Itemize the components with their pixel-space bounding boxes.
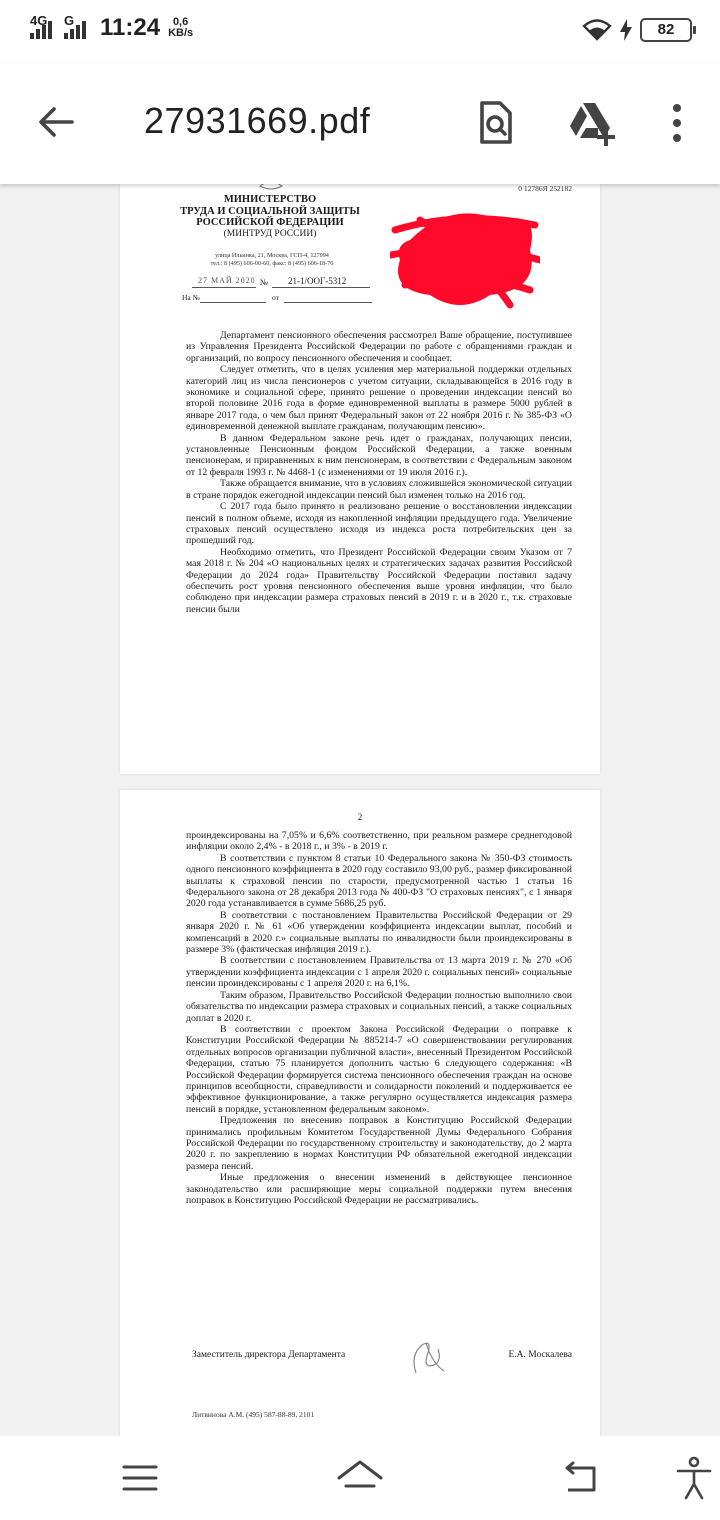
home-icon[interactable] <box>336 1454 384 1502</box>
reference-date-underline <box>284 302 372 303</box>
back-arrow-icon[interactable] <box>36 102 76 142</box>
battery-indicator: 82 <box>640 18 692 42</box>
page-number: 2 <box>357 812 363 822</box>
status-bar <box>0 0 720 64</box>
paragraph: В соответствии с постановлением Правительства Российской Федерации от 29 января 2020 г. № 61 «Об утверждении коэффициента индексации выплат, пособий и компенсаций в 2020 г.» социальные выплаты по инвалидности были проиндексированы в размере 3% (фактическая инфляция 2019 г.). <box>186 909 572 956</box>
ministry-line-2: ТРУДА И СОЦИАЛЬНОЙ ЗАЩИТЫ <box>180 205 360 217</box>
network-type-1: 4G <box>30 13 48 28</box>
status-right <box>582 18 692 42</box>
ministry-header <box>180 194 360 240</box>
paragraph: В соответствии с постановлением Правительства от 13 марта 2019 г. № 270 «Об утверждении коэффициента индексации с 1 апреля 2020 г. социальных пенсий» социальные пенсии проиндексированы с 1 апреля 2020 г. на 6,1%. <box>186 955 572 990</box>
navigation-bar <box>0 1436 720 1520</box>
ministry-line-1: МИНИСТЕРСТВО <box>223 194 317 205</box>
ministry-address <box>182 252 362 268</box>
page-1-body <box>186 330 572 615</box>
charging-icon <box>620 19 632 41</box>
pdf-page-1 <box>120 184 600 774</box>
status-left <box>30 14 193 42</box>
reference-date-label: от <box>272 293 279 302</box>
document-search-icon[interactable] <box>470 98 520 148</box>
executor-info: Литвинова А.М. (495) 587-88-89, 2101 <box>192 1410 315 1419</box>
paragraph: Предложения по внесению поправок в Конституцию Российской Федерации принимались профильным Комитетом Государственной Думы Федерального Собрания Российской Федерации по государственному строительству и законодательству, до 2 марта 2020 г. по закреплению в нормах Конституции РФ обязательной ежегодной индексации размера пенсий. <box>186 1115 572 1172</box>
signer-name: Е.А. Москалева <box>508 1350 572 1360</box>
number-underline <box>272 287 370 288</box>
app-toolbar <box>0 64 720 184</box>
signature-row <box>192 1350 572 1360</box>
network-type-2: G <box>64 13 75 28</box>
wifi-icon <box>582 18 612 42</box>
registration-date: 27 МАЙ 2020 <box>198 276 256 285</box>
menu-lines-icon[interactable] <box>116 1454 164 1502</box>
document-title: 27931669.pdf <box>144 100 371 141</box>
paragraph: Таким образом, Правительство Российской Федерации полностью выполнило свои обязательства по индексации размера страховых и социальных пенсий, а также социальных доплат в 2020 г. <box>186 989 572 1024</box>
ministry-line-4: (МИНТРУД РОССИИ) <box>223 228 317 239</box>
paragraph: Следует отметить, что в целях усиления мер материальной поддержки отдельных категорий лиц из числа пенсионеров с учетом ситуации, складывающейся в 2016 году в экономике и социальной сфере, принято решение о проведении индексации пенсий во второй половине 2016 года в форме единовременной выплаты в размере 5000 рублей в январе 2017 года, о чем был принят Федеральный закон от 22 ноября 2016 г. № 385-ФЗ «О единовременной денежной выплате гражданам, получающим пенсию». <box>186 364 572 433</box>
pdf-viewer[interactable] <box>0 184 720 1436</box>
paragraph: Иные предложения о внесении изменений в действующее пенсионное законодательство или расширяющие меры социальной поддержки путем внесения поправок в Конституцию Российской Федерации не рассматривались. <box>186 1172 572 1206</box>
address-line-1: улица Ильинка, 21, Москва, ГСП-4, 127994 <box>215 252 329 259</box>
drive-add-icon[interactable] <box>566 98 616 148</box>
accessibility-icon[interactable] <box>670 1454 718 1502</box>
redaction-scribble <box>390 200 540 310</box>
paragraph: проиндексированы на 7,05% и 6,6% соответственно, при реальном размере среднегодовой инфляции около 2,4% - в 2018 г., и 3% - в 2019 г. <box>186 830 572 853</box>
signal-1-icon <box>30 13 52 39</box>
page-2-body <box>186 830 572 1206</box>
signal-2-icon <box>64 13 86 39</box>
network-speed <box>168 17 193 39</box>
registration-stamp: 0 12786Я 252182 <box>518 184 572 193</box>
paragraph: В соответствии с пунктом 8 статьи 10 Федерального закона № 350-ФЗ стоимость одного пенсионного коэффициента в 2020 году составило 93,00 руб., размер фиксированной выплаты к страховой пенсии по старости, предусмотренной частью 1 статьи 16 Федерального закона от 28 декабря 2013 года № 400-ФЗ "О страховых пенсиях", с 1 января 2020 года устанавливается в сумме 5686,25 руб. <box>186 852 573 910</box>
back-icon[interactable] <box>556 1454 604 1502</box>
signer-title: Заместитель директора Департамента <box>192 1350 346 1360</box>
speed-unit: KB/s <box>168 27 194 39</box>
date-underline <box>192 287 256 288</box>
clock: 11:24 <box>100 14 161 41</box>
paragraph: Необходимо отметить, что Президент Российской Федерации своим Указом от 7 мая 2018 г. № 204 «О национальных целях и стратегических задачах развития Российской Федерации до 2024 года» Правительству Российской Федерации поставил задачу обеспечить рост уровня пенсионного обеспечения выше уровня инфляции, что было соблюдено при индексации размера страховых пенсий в 2019 г. и в 2020 г., т.к. страховые пенсии были <box>186 546 572 615</box>
paragraph: В данном Федеральном законе речь идет о гражданах, получающих пенсии, установленные Пенсионным фондом Российской Федерации, а также военным пенсионерам, и приравненных к ним пенсионерам, в соответствии с Федеральным законом от 12 февраля 1993 г. № 4468-1 (с изменениями от 19 июля 2016 г.). <box>186 432 572 478</box>
address-line-2: тел.: 8 (495) 606-00-60, факс: 8 (495) 606-18-76 <box>210 260 334 267</box>
reference-underline <box>200 302 266 303</box>
emblem-icon <box>258 184 284 192</box>
reference-number-label: На № <box>182 293 200 302</box>
speed-value: 0,6 <box>172 16 189 28</box>
paragraph: В соответствии с проектом Закона Российской Федерации о поправке к Конституции Российской Федерации № 885214-7 «О совершенствовании регулирования отдельных вопросов организации публичной власти», внесенный Президентом Российской Федерации, статью 75 планируется дополнить частью 6 следующего содержания: «В Российской Федерации формируется система пенсионного обеспечения граждан на основе принципов всеобщности, справедливости и солидарности поколений и поддерживается ее эффективное функционирование, а также регулярно осуществляется индексация размера пенсий в порядке, установленном федеральным законом». <box>186 1023 572 1115</box>
pdf-page-2 <box>120 790 600 1436</box>
paragraph: С 2017 года было принято и реализовано решение о восстановлении индексации пенсий в полном объеме, исходя из накопленной инфляции предыдущего года. Увеличение страховых пенсий осуществлено исходя из индекса роста потребительских цен за прошедший год. <box>186 501 572 547</box>
registration-number: 21-1/ООГ-5312 <box>288 276 347 286</box>
registration-number-label: № <box>260 277 269 287</box>
ministry-line-3: РОССИЙСКОЙ ФЕДЕРАЦИИ <box>196 217 344 228</box>
more-vert-icon[interactable] <box>652 98 702 148</box>
paragraph: Департамент пенсионного обеспечения рассмотрел Ваше обращение, поступившее из Управления Президента Российской Федерации по работе с обращениями граждан и организаций, по вопросу пенсионного обеспечения и сообщает. <box>186 330 572 364</box>
paragraph: Также обращается внимание, что в условиях сложившейся экономической ситуации в стране порядок ежегодной индексации пенсий был изменен только на 2016 год. <box>186 478 572 501</box>
